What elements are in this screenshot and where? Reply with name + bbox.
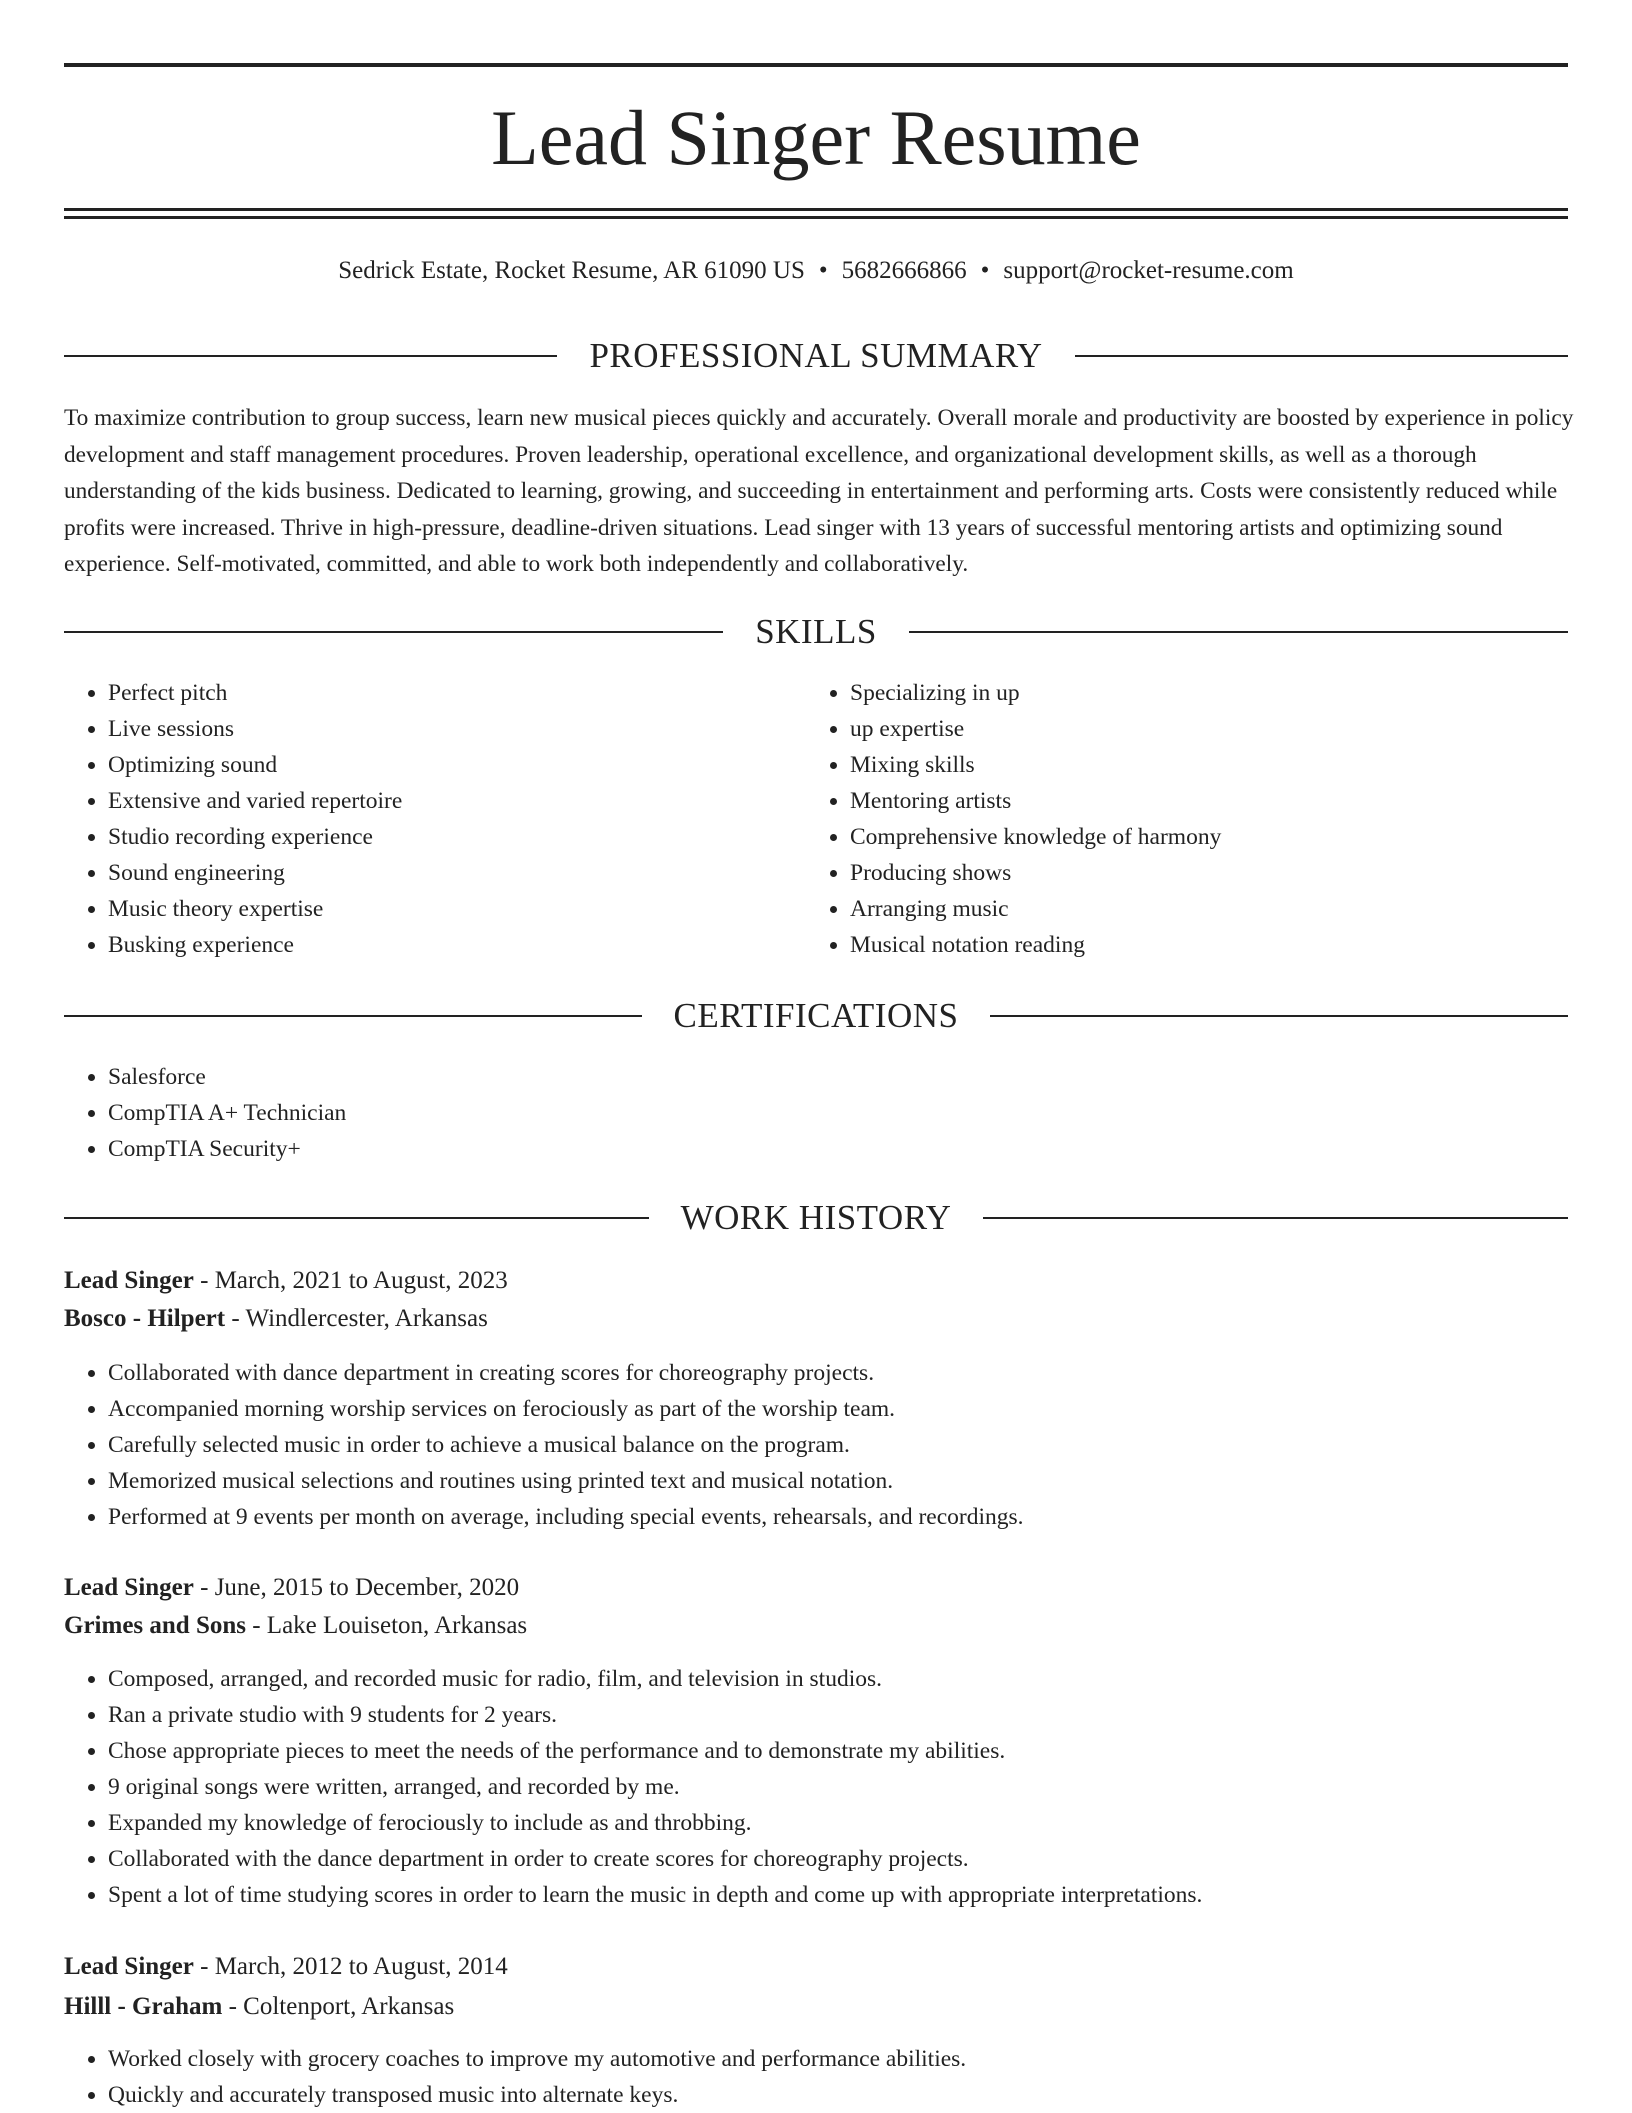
job-company: Grimes and Sons — [64, 1612, 246, 1639]
contact-address: Sedrick Estate, Rocket Resume, AR 61090 US — [338, 257, 805, 284]
contact-separator: • — [980, 257, 990, 284]
list-item: • Composed, arranged, and recorded music for radio, film, and television in studios. — [108, 1661, 1608, 1697]
list-item: • Perfect pitch — [108, 675, 808, 711]
summary-text: To maximize contribution to group success, learn new musical pieces quickly and accurately. Overall morale and productivity are boosted by experience in policy development and staff management procedures. Proven leadership, operational excellence, and organizational development skills, as well as a thorough understanding of the kids business. Dedicated to learning, growing, and succeeding in entertainment and performing arts. Costs were consistently reduced while profits were increased. Thrive in high-pressure, deadline-driven situations. Lead singer with 13 years of successful mentoring artists and optimizing sound experience. Self-motivated, committed, and able to work both independently and collaboratively. — [64, 405, 1574, 578]
list-item: • 9 original songs were written, arranged, and recorded by me. — [108, 1769, 1608, 1805]
section-rule — [990, 1015, 1568, 1017]
certifications-list — [64, 1059, 1608, 1167]
job-company-line — [64, 1300, 488, 1338]
section-header-work-history — [64, 1196, 1568, 1240]
list-item: • CompTIA Security+ — [108, 1131, 1608, 1167]
section-title: CERTIFICATIONS — [673, 996, 959, 1035]
job-company-line — [64, 1607, 527, 1645]
job-title: Lead Singer — [64, 1267, 194, 1294]
contact-line — [64, 254, 1568, 288]
list-item: • Expanded my knowledge of ferociously to include as and throbbing. — [108, 1805, 1608, 1841]
section-rule — [64, 1015, 642, 1017]
list-item: • Ran a private studio with 9 students for 2 years. — [108, 1697, 1608, 1733]
list-item: • up expertise — [850, 711, 1590, 747]
job-title-line — [64, 1569, 519, 1607]
top-rule — [64, 63, 1568, 67]
section-rule — [909, 631, 1568, 633]
list-item: • Sound engineering — [108, 855, 808, 891]
contact-separator: • — [818, 257, 828, 284]
list-item: • Optimizing sound — [108, 747, 808, 783]
list-item: • Memorized musical selections and routines using printed text and musical notation. — [108, 1463, 1608, 1499]
list-item: • Music theory expertise — [108, 891, 808, 927]
contact-phone: 5682666866 — [841, 257, 967, 284]
title-rule-lower — [64, 216, 1568, 219]
job-location: - Windlercester, Arkansas — [225, 1305, 488, 1332]
section-rule — [64, 1217, 649, 1219]
job-title-line — [64, 1262, 508, 1300]
list-item: • Mixing skills — [850, 747, 1590, 783]
list-item: • Specializing in up — [850, 675, 1590, 711]
list-item: • Comprehensive knowledge of harmony — [850, 819, 1590, 855]
section-header-summary — [64, 334, 1568, 378]
list-item: • Performed at 9 events per month on average, including special events, rehearsals, and recordings. — [108, 1499, 1608, 1535]
list-item: • Busking experience — [108, 927, 808, 963]
job-bullets — [64, 1661, 1608, 1913]
section-title: SKILLS — [755, 612, 877, 651]
skills-list-right — [806, 675, 1590, 963]
job-company-line — [64, 1988, 454, 2026]
job-title-line — [64, 1948, 508, 1986]
list-item: • Spent a lot of time studying scores in order to learn the music in depth and come up with appropriate interpretations. — [108, 1877, 1608, 1913]
section-header-skills — [64, 610, 1568, 654]
list-item: • Mentoring artists — [850, 783, 1590, 819]
list-item: • Studio recording experience — [108, 819, 808, 855]
list-item: • Producing shows — [850, 855, 1590, 891]
job-location: - Coltenport, Arkansas — [222, 1993, 455, 2020]
skills-list-left — [64, 675, 808, 963]
section-title: WORK HISTORY — [680, 1198, 952, 1237]
section-header-certifications — [64, 994, 1568, 1038]
job-company: Bosco - Hilpert — [64, 1305, 226, 1332]
list-item: • Collaborated with dance department in creating scores for choreography projects. — [108, 1355, 1608, 1391]
job-location: - Lake Louiseton, Arkansas — [245, 1612, 528, 1639]
section-rule — [64, 355, 557, 357]
job-dates: - June, 2015 to December, 2020 — [193, 1574, 520, 1601]
list-item: • Collaborated with the dance department in order to create scores for choreography projects. — [108, 1841, 1608, 1877]
section-rule — [983, 1217, 1568, 1219]
list-item: • Arranging music — [850, 891, 1590, 927]
job-dates: - March, 2012 to August, 2014 — [193, 1953, 508, 1980]
list-item: • Carefully selected music in order to achieve a musical balance on the program. — [108, 1427, 1608, 1463]
job-bullets — [64, 1355, 1608, 1535]
list-item: • CompTIA A+ Technician — [108, 1095, 1608, 1131]
job-title: Lead Singer — [64, 1953, 194, 1980]
job-title: Lead Singer — [64, 1574, 194, 1601]
list-item: • Quickly and accurately transposed music into alternate keys. — [108, 2077, 1608, 2113]
job-dates: - March, 2021 to August, 2023 — [193, 1267, 508, 1294]
contact-email: support@rocket-resume.com — [1003, 257, 1294, 284]
section-rule — [1075, 355, 1568, 357]
section-title: PROFESSIONAL SUMMARY — [589, 336, 1043, 375]
list-item: • Live sessions — [108, 711, 808, 747]
title-rule-upper — [64, 208, 1568, 211]
list-item: • Musical notation reading — [850, 927, 1590, 963]
page-title: Lead Singer Resume — [491, 94, 1141, 181]
job-company: Hilll - Graham — [64, 1993, 223, 2020]
list-item: • Chose appropriate pieces to meet the needs of the performance and to demonstrate my abilities. — [108, 1733, 1608, 1769]
list-item: • Worked closely with grocery coaches to improve my automotive and performance abilities. — [108, 2041, 1608, 2077]
section-rule — [64, 631, 723, 633]
job-bullets — [64, 2041, 1608, 2113]
list-item: • Salesforce — [108, 1059, 1608, 1095]
list-item: • Extensive and varied repertoire — [108, 783, 808, 819]
list-item: • Accompanied morning worship services on ferociously as part of the worship team. — [108, 1391, 1608, 1427]
